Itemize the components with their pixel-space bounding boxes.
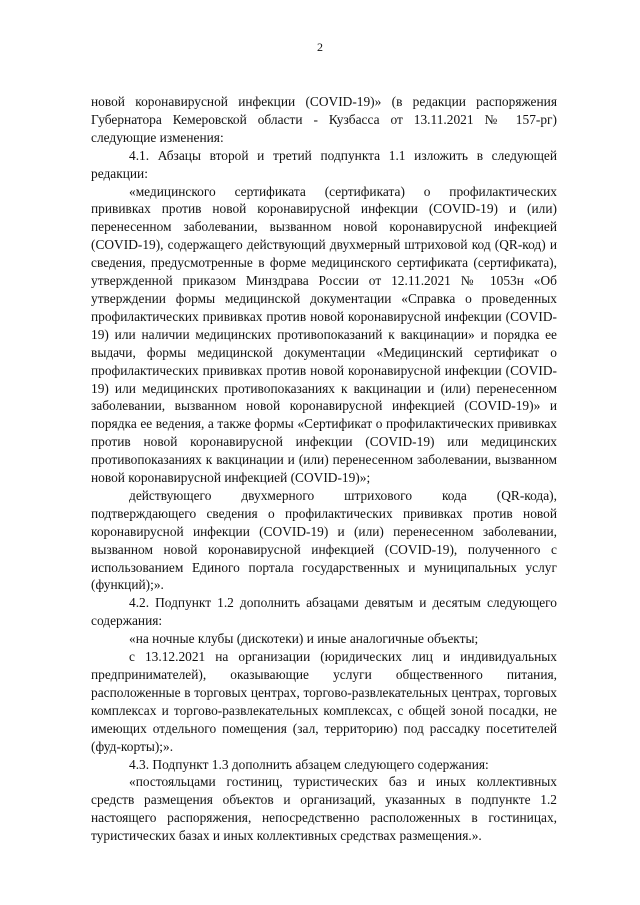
paragraph-night-clubs: «на ночные клубы (дискотеки) и иные аналогичные объекты; — [129, 631, 479, 647]
paragraph-intro-continuation: новой коронавирусной инфекции (COVID-19)» (в редакции распоряжения Губернатора Кемеровской области - Кузбасса от 13.11.2021 № 157-рг) следующие изменения: — [91, 94, 557, 145]
page-number: 2 — [317, 40, 323, 54]
paragraph-qr-code: действующего двухмерного штрихового кода (QR-кода), подтверждающего сведения о профилактических прививках против новой коронавирусной инфекции (COVID-19) и (или) перенесенном заболевании, вызванном новой коронавирусной инфекцией (COVID-19), полученного с использованием Единого портала государственных и муниципальных услуг (функций);». — [91, 487, 557, 593]
paragraph-4-3-heading: 4.3. Подпункт 1.3 дополнить абзацем следующего содержания: — [129, 756, 489, 772]
document-body — [91, 93, 557, 845]
paragraph-4-1-heading: 4.1. Абзацы второй и третий подпункта 1.1 изложить в следующей редакции: — [91, 147, 557, 181]
paragraph-hotel-guests: «постояльцами гостиниц, туристических баз и иных коллективных средств размещения объектов и организаций, указанных в подпункте 1.2 настоящего распоряжения, непосредственно расположенных в гостиницах, туристических базах и иных коллективных средствах размещения.». — [91, 774, 557, 844]
paragraph-food-courts: с 13.12.2021 на организации (юридических лиц и индивидуальных предпринимателей), оказывающие услуги общественного питания, расположенные в торговых центрах, торгово-развлекательных центрах, торговых комплексах и торгово-развлекательных комплексах, с общей зоной посадки, не имеющих отдельного помещения (зал, территорию) под рассадку посетителей (фуд-корты);». — [91, 649, 557, 754]
paragraph-4-2-heading: 4.2. Подпункт 1.2 дополнить абзацами девятым и десятым следующего содержания: — [91, 595, 557, 629]
paragraph-medical-certificate: «медицинского сертификата (сертификата) о профилактических прививках против новой коронавирусной инфекции (COVID-19) и (или) перенесенном заболевании, вызванном новой коронавирусной инфекцией (COVID-19), содержащего действующий двухмерный штриховой код (QR-код) и сведения, предусмотренные в форме медицинского сертификата (сертификата), утвержденной приказом Минздрава России от 12.11.2021 № 1053н «Об утверждении формы медицинской документации «Справка о проведенных профилактических прививках против новой коронавирусной инфекции (COVID-19) или наличии медицинских противопоказаний к вакцинации» и порядка ее выдачи, формы медицинской документации «Медицинский сертификат о профилактических прививках против новой коронавирусной инфекции (COVID-19) или медицинских противопоказаниях к вакцинации и (или) перенесенном заболевании, вызванном новой коронавирусной инфекцией (COVID-19)» и порядка ее ведения, а также формы «Сертификат о профилактических прививках против новой коронавирусной инфекции (COVID-19) или медицинских противопоказаниях к вакцинации и (или) перенесенном заболевании, вызванном новой коронавирусной инфекцией (COVID-19)»; — [91, 183, 557, 486]
